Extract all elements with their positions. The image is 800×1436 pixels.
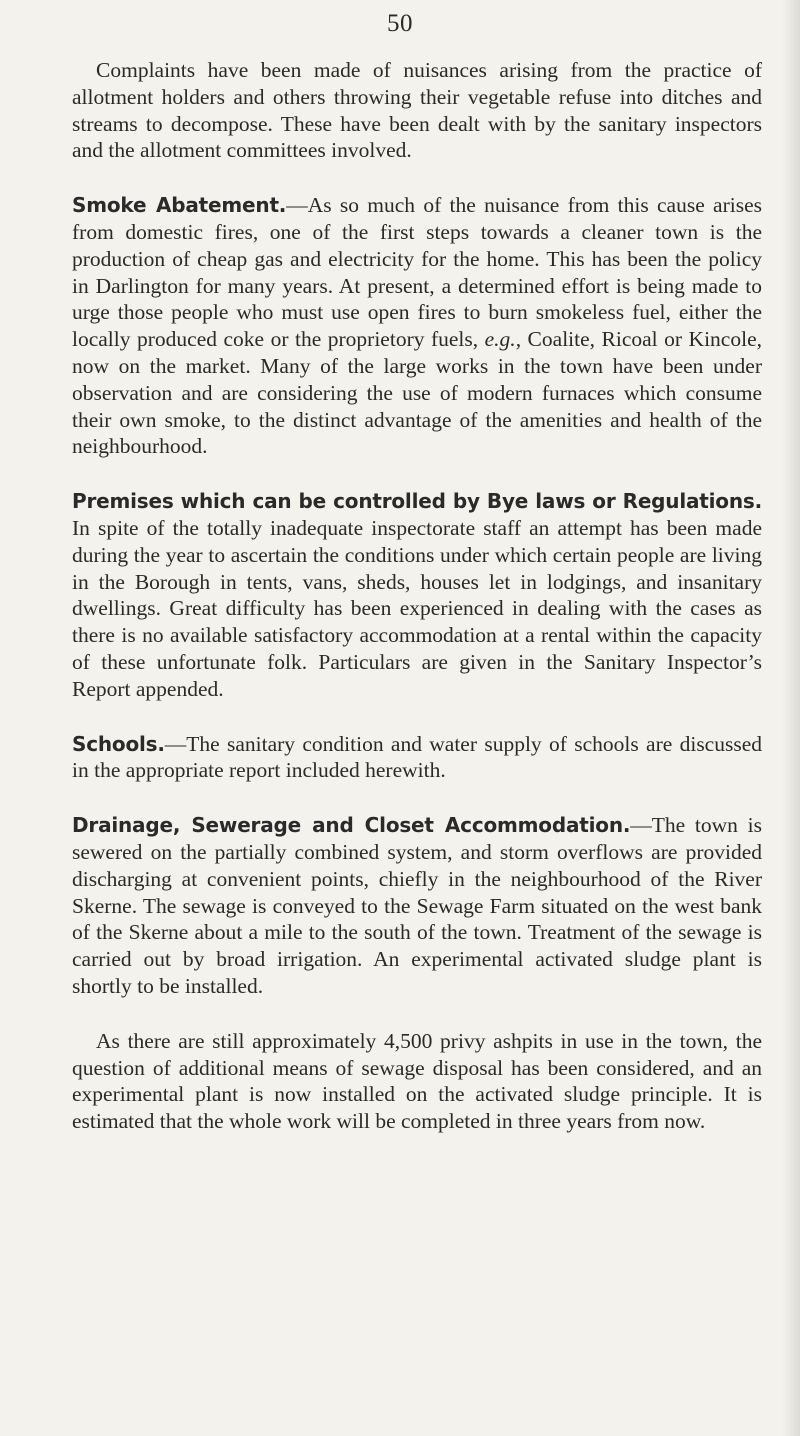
drainage-text: —The town is sewered on the partially combined system, and storm overflows are provided discharging at convenient points, chiefly in the neighbourhood of the River Skerne. The sewage is conveyed to the Sewage Farm situated on the west bank of the Skerne about a mile to the south of the town. Treatment of the sewage is carried out by broad irrigation. An experimental activated sludge plant is shortly to be installed.	[72, 813, 762, 998]
premises-text: In spite of the totally inadequate inspectorate staff an attempt has been made during the year to ascertain the conditions under which certain people are living in the Borough in tents, vans, sheds, houses let in lodgings, and insanitary dwellings. Great difficulty has been experienced in dealing with the cases as there is no available satisfactory accommodation at a rental within the capacity of these unfortunate folk. Particulars are given in the Sanitary Inspector’s Report appended.	[72, 515, 762, 701]
smoke-abatement-text-1: —As so much of the nuisance from this cause arises from domestic fires, one of the first steps towards a cleaner town is the production of cheap gas and electricity for the home. This has been the policy in Darlington for many years. At present, a determined effort is being made to urge those people who must use open fires to burn smokeless fuel, either the locally produced coke or the proprietory fuels,	[72, 193, 762, 352]
page-number: 50	[387, 10, 413, 37]
heading-smoke-abatement: Smoke Abatement.	[72, 193, 287, 218]
paragraph-allotment-refuse: Complaints have been made of nuisances arising from the practice of allotment holders and others throwing their vegetable refuse into ditches and streams to decompose. These have been dealt with by the sanitary inspectors and the allotment committees involved.	[72, 58, 762, 163]
page-edge-shadow	[782, 0, 800, 1436]
paragraph-privy-ashpits: As there are still approximately 4,500 privy ashpits in use in the town, the question of additional means of sewage disposal has been considered, and an experimental plant is now installed on the activated sludge principle. It is estimated that the whole work will be completed in three years from now.	[72, 1028, 762, 1134]
smoke-abatement-text-2: , Coalite, Ricoal or Kincole, now on the market. Many of the large works in the town have been under observation and are considering the use of modern furnaces which consume their own smoke, to the distinct advantage of the amenities and health of the neighbourhood.	[72, 327, 762, 459]
document-body	[72, 57, 762, 1135]
heading-premises: Premises which can be controlled by Bye laws or Regulations.	[72, 489, 762, 514]
heading-drainage: Drainage, Sewerage and Closet Accommodation.	[72, 813, 631, 838]
heading-schools: Schools.	[72, 731, 165, 756]
paragraph-schools	[72, 731, 762, 785]
smoke-abatement-italic: e.g.	[484, 327, 516, 352]
paragraph-premises	[72, 488, 762, 702]
paragraph-smoke-abatement	[72, 192, 762, 460]
schools-text: —The sanitary condition and water supply of schools are discussed in the appropriate report included herewith.	[72, 731, 762, 783]
paragraph-drainage	[72, 812, 762, 1000]
